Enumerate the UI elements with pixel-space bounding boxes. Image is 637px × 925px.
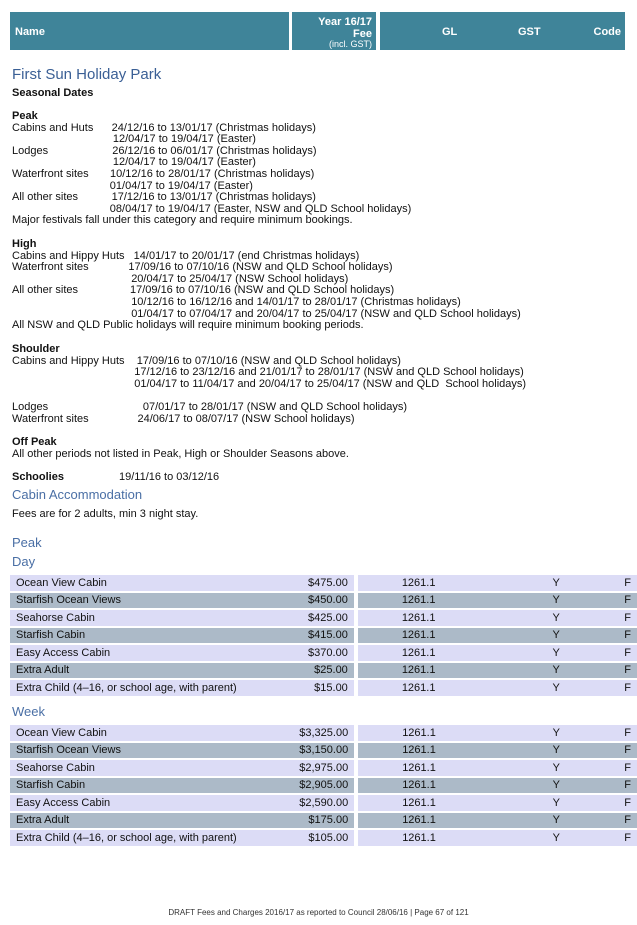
row-code: F [588,663,637,681]
row-code: F [588,725,637,743]
row-gl: 1261.1 [358,610,518,628]
row-name: Extra Adult [10,663,266,681]
shoulder-line: 17/12/16 to 23/12/16 and 21/01/17 to 28/01/17 (NSW and QLD School holidays) [12,366,524,379]
row-gst: Y [518,830,588,848]
header-fee-year: Year 16/17 [318,16,372,28]
row-code: F [588,830,637,848]
schoolies-label: Schoolies [12,471,64,483]
row-name: Extra Child (4–16, or school age, with parent) [10,830,265,848]
row-code: F [588,743,637,761]
header-gst-label: GST [518,26,541,38]
row-code: F [588,778,637,796]
peak-season-block [12,111,624,227]
page-footer: DRAFT Fees and Charges 2016/17 as reported to Council 28/06/16 | Page 67 of 121 [168,908,469,917]
table-row [10,645,637,663]
peak-section-heading: Peak [12,535,42,550]
row-code: F [588,610,637,628]
row-code: F [588,795,637,813]
row-fee: $425.00 [266,610,358,628]
row-code: F [588,593,637,611]
row-gl: 1261.1 [358,663,518,681]
park-title: First Sun Holiday Park [12,66,162,83]
row-gst: Y [518,743,588,761]
row-gst: Y [518,610,588,628]
row-fee: $15.00 [266,680,358,698]
header-gl-label: GL [442,26,458,38]
shoulder-line: Lodges 07/01/17 to 28/01/17 (NSW and QLD School holidays) [12,400,407,413]
row-fee: $450.00 [266,593,358,611]
row-name: Seahorse Cabin [10,760,265,778]
peak-line: Lodges 26/12/16 to 06/01/17 (Christmas holidays) [12,144,317,157]
row-code: F [588,645,637,663]
header-code-label: Code [593,26,621,38]
row-gl: 1261.1 [358,813,518,831]
column-header-codes [380,12,625,50]
row-gst: Y [518,725,588,743]
row-gst: Y [518,593,588,611]
header-name-label: Name [15,26,45,38]
row-fee: $2,905.00 [265,778,358,796]
high-line: 20/04/17 to 25/04/17 (NSW School holidays) [12,272,349,285]
row-name: Easy Access Cabin [10,795,265,813]
row-gst: Y [518,663,588,681]
row-gst: Y [518,628,588,646]
row-gl: 1261.1 [358,680,518,698]
day-fees-table [10,575,637,698]
column-header-fee [292,12,376,50]
row-code: F [588,680,637,698]
row-code: F [588,575,637,593]
row-gst: Y [518,813,588,831]
peak-heading: Peak [12,110,38,122]
high-heading: High [12,238,37,250]
offpeak-text: All other periods not listed in Peak, High or Shoulder Seasons above. [12,447,349,460]
row-gl: 1261.1 [358,725,518,743]
table-row [10,628,637,646]
row-code: F [588,628,637,646]
row-name: Ocean View Cabin [10,725,265,743]
row-gl: 1261.1 [358,575,518,593]
table-row [10,743,637,761]
row-fee: $2,975.00 [265,760,358,778]
peak-line: Cabins and Huts 24/12/16 to 13/01/17 (Christmas holidays) [12,121,316,134]
row-name: Extra Adult [10,813,265,831]
high-line: Cabins and Hippy Huts 14/01/17 to 20/01/17 (end Christmas holidays) [12,249,360,262]
peak-line: 12/04/17 to 19/04/17 (Easter) [12,156,256,169]
high-line: All other sites 17/09/16 to 07/10/16 (NSW and QLD School holidays) [12,284,395,297]
table-row [10,795,637,813]
row-name: Starfish Ocean Views [10,593,266,611]
shoulder-season-block [12,344,624,425]
row-gst: Y [518,645,588,663]
row-name: Starfish Cabin [10,628,266,646]
shoulder-line: Waterfront sites 24/06/17 to 08/07/17 (NSW School holidays) [12,412,355,425]
row-code: F [588,813,637,831]
row-name: Starfish Cabin [10,778,265,796]
peak-line: 01/04/17 to 19/04/17 (Easter) [12,179,253,192]
row-fee: $475.00 [266,575,358,593]
peak-line: Waterfront sites 10/12/16 to 28/01/17 (Christmas holidays) [12,167,315,180]
cabin-accommodation-heading: Cabin Accommodation [12,487,143,502]
row-gst: Y [518,680,588,698]
row-gl: 1261.1 [358,593,518,611]
row-name: Seahorse Cabin [10,610,266,628]
schoolies-row [12,472,624,484]
week-heading: Week [12,704,45,719]
peak-line: 08/04/17 to 19/04/17 (Easter, NSW and QLD School holidays) [12,202,412,215]
row-name: Extra Child (4–16, or school age, with parent) [10,680,266,698]
high-line: Waterfront sites 17/09/16 to 07/10/16 (NSW and QLD School holidays) [12,261,393,274]
table-row [10,725,637,743]
row-fee: $2,590.00 [265,795,358,813]
row-gl: 1261.1 [358,628,518,646]
row-name: Easy Access Cabin [10,645,266,663]
shoulder-line: Cabins and Hippy Huts 17/09/16 to 07/10/16 (NSW and QLD School holidays) [12,354,401,367]
schoolies-dates: 19/11/16 to 03/12/16 [119,471,220,483]
offpeak-season-block [12,437,624,460]
row-fee: $3,150.00 [265,743,358,761]
row-gl: 1261.1 [358,645,518,663]
seasonal-dates-heading: Seasonal Dates [12,87,94,99]
row-name: Ocean View Cabin [10,575,266,593]
header-fee-gst-note: (incl. GST) [328,39,372,49]
row-fee: $415.00 [266,628,358,646]
row-fee: $175.00 [265,813,358,831]
table-row [10,680,637,698]
high-season-block [12,239,624,332]
row-gl: 1261.1 [358,795,518,813]
high-line: All NSW and QLD Public holidays will require minimum booking periods. [12,319,364,332]
table-row [10,663,637,681]
table-row [10,610,637,628]
day-heading: Day [12,554,36,569]
peak-line: 12/04/17 to 19/04/17 (Easter) [12,133,256,146]
table-row [10,575,637,593]
row-fee: $25.00 [266,663,358,681]
row-gst: Y [518,795,588,813]
seasonal-dates-section [12,88,624,100]
header-fee-label: Fee [353,28,372,40]
row-gl: 1261.1 [358,743,518,761]
row-name: Starfish Ocean Views [10,743,265,761]
row-gl: 1261.1 [358,778,518,796]
high-line: 10/12/16 to 16/12/16 and 14/01/17 to 28/01/17 (Christmas holidays) [12,295,461,308]
peak-line: All other sites 17/12/16 to 13/01/17 (Christmas holidays) [12,191,316,204]
row-fee: $370.00 [266,645,358,663]
row-gst: Y [518,760,588,778]
table-row [10,593,637,611]
row-gst: Y [518,575,588,593]
row-gl: 1261.1 [358,830,518,848]
row-gst: Y [518,778,588,796]
peak-line: Major festivals fall under this category and require minimum bookings. [12,214,353,227]
table-row [10,760,637,778]
row-gl: 1261.1 [358,760,518,778]
column-header-name [10,12,289,50]
table-row [10,830,637,848]
row-fee: $3,325.00 [265,725,358,743]
row-fee: $105.00 [265,830,358,848]
table-row [10,813,637,831]
week-fees-table [10,725,637,848]
table-row [10,778,637,796]
cabin-note: Fees are for 2 adults, min 3 night stay. [12,508,199,520]
row-code: F [588,760,637,778]
shoulder-heading: Shoulder [12,343,60,355]
shoulder-line: 01/04/17 to 11/04/17 and 20/04/17 to 25/04/17 (NSW and QLD School holidays) [12,377,527,390]
high-line: 01/04/17 to 07/04/17 and 20/04/17 to 25/04/17 (NSW and QLD School holidays) [12,307,521,320]
offpeak-heading: Off Peak [12,436,57,448]
